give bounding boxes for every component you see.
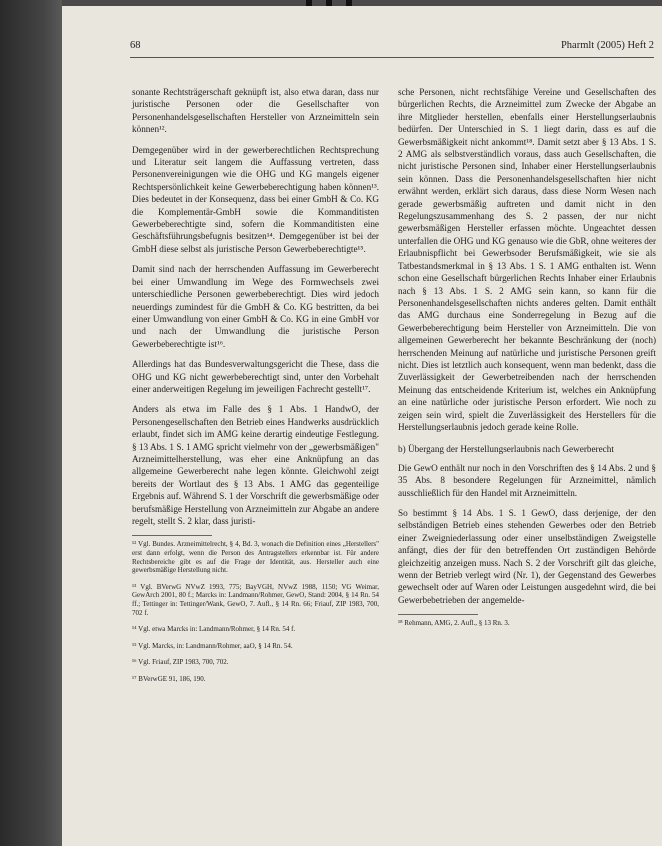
footnote: ¹² Vgl. Bundes. Arzneimittelrecht, § 4, Bd. 3, wonach die Definition eines „Herstellers" erst dann erfolgt, wenn die Person des Antragstellers erkennbar ist. Für andere Rechtsbereiche gibt es auf die Frage der Identität, aus. Hersteller auch eine gewerbsmäßige Herstellung nicht. <box>132 540 379 575</box>
footnote: ¹⁴ Vgl. etwa Marcks in: Landmann/Rohmer, § 14 Rn. 54 f. <box>132 625 296 634</box>
paragraph: Die GewO enthält nur noch in den Vorschriften des § 14 Abs. 2 und § 35 Abs. 8 besondere Regelungen für Arzneimittel, nämlich ausschließlich für den Handel mit Arzneimitteln. <box>398 462 656 498</box>
footnote: ¹⁷ BVerwGE 91, 186, 190. <box>132 674 206 683</box>
footnote: ¹⁶ Vgl. Friauf, ZIP 1983, 700, 702. <box>132 658 229 667</box>
footnote-rule <box>132 535 212 536</box>
paragraph: Allerdings hat das Bundesverwaltungsgericht die These, dass die OHG und KG nicht gewerbeberechtigt sind, unter den Vorbehalt einer anderweitigen Regelung im jeweiligen Fachrecht gestellt¹⁷. <box>132 359 379 394</box>
paragraph: So bestimmt § 14 Abs. 1 S. 1 GewO, dass derjenige, der den selbständigen Betrieb eines stehenden Gewerbes oder den Betrieb einer Zweigniederlassung oder einer unselbständigen Zweigstelle anfängt, dies der für den betreffenden Ort zuständigen Behörde gleichzeitig anzeigen muss. Nach S. 2 der Vorschrift gilt das gleiche, wenn der Betrieb verlegt wird (Nr. 1), der Gegenstand des Gewerbes gewechselt oder auf Waren oder Leistungen ausgedehnt wird, die bei Gewerbebetrieben der angemelde- <box>398 508 656 605</box>
page-number: 68 <box>130 40 141 51</box>
left-column <box>132 86 379 692</box>
right-column <box>398 86 656 636</box>
paragraph: sche Personen, nicht rechtsfähige Vereine und Gesellschaften des bürgerlichen Rechts, die Arzneimittel zum Zwecke der Abgabe an ihre Mitglieder herstellen, ebenfalls einer Herstellungserlaubnis bedürfen. Der Unterschied in S. 1 liegt darin, dass es auf die Gewerbsmäßigkeit nicht ankommt¹⁸. Damit setzt aber § 13 Abs. 1 S. 2 AMG als selbstverständlich voraus, dass auch Gesellschaften, die nicht juristische Personen sind, Inhaber einer Herstellungserlaubnis sein können. Dass die Personenhandelsgesellschaften hier nicht erwähnt werden, erklärt sich daraus, dass diese Norm Wesen nach gerade gewerbsmäßig auftreten und damit nicht in den Regelungszusammenhang des S. 2 passen, der nur nicht gewerbsmäßigen Hersteller erfassen möchte. Ungeachtet dessen unterfallen die OHG und KG genauso wie die GbR, ohne weiteres der Erlaubnispflicht bei Gewerbsoder Berufsmäßigkeit, wie sie als Tatbestandsmerkmal in § 13 Abs. 1 S. 1 AMG enthalten ist. Wenn schon eine Gesellschaft bürgerlichen Rechts Inhaber einer Erlaubnis nach § 13 Abs. 1 S. 2 AMG sein kann, so kann für die Personenhandelsgesellschaften nichts anderes gelten. Damit enthält das AMG durchaus eine Sonderregelung in Bezug auf die Gewerbeberechtigung beim Hersteller von Arzneimitteln. Die von allgemeinen Gewerberecht her bekannte Beschränkung der (noch) herrschenden Meinung auf natürliche und juristische Personen greift nicht. Dies ist letztlich auch konsequent, wenn man bedenkt, dass die Zuverlässigkeit der Gewerbetreibenden nach der herrschenden Meinung das entscheidende Kriterium ist, welches ein Anknüpfung an eine natürliche oder juristische Person erfordert. Wie noch zu zeigen sein wird, spielt die Zuverlässigkeit des Herstellers für die Herstellungserlaubnis jedoch gerade keine Rolle. <box>398 87 656 432</box>
footnote: ¹³ Vgl. BVerwG NVwZ 1993, 775; BayVGH, NVwZ 1988, 1150; VG Weimar, GewArch 2001, 80 f.; Marcks in: Landmann/Rohmer, GewO, Stand: 2004, § 14 Rn. 54 ff.; Tettinger in: Tettinger/Wank, GewO, 7. Aufl., § 14 Rn. 66; Friauf, ZIP 1983, 700, 702 f. <box>132 582 379 617</box>
footnote-rule <box>398 614 478 615</box>
paragraph: Damit sind nach der herrschenden Auffassung im Gewerberecht bei einer Umwandlung im Wege des Formwechsels zwei unterschiedliche Personen gewerbeberechtigt. Dies wird jedoch neuerdings zumindest für die GmbH & Co. KG bestritten, da bei einer Umwandlung von einer GmbH & Co. KG in eine GmbH vor und nach der Umwandlung die juristische Person Gewerbeberechtigte ist¹⁶. <box>132 264 379 349</box>
paragraph: Demgegenüber wird in der gewerberechtlichen Rechtsprechung und Literatur seit langem die Auffassung vertreten, dass Personenvereinigungen wie die OHG und KG mangels eigener Rechtspersönlichkeit keine Gewerbeberechtigung haben können¹³. Dies bedeutet in der Konsequenz, dass bei einer GmbH & Co. KG die Komplementär-GmbH sowie die Kommanditisten Gewerbeberechtigte sind, sofern die Kommanditisten eine Geschäftsführungsbefugnis besitzen¹⁴. Demgegenüber ist bei der GmbH diese selbst als juristische Person Gewerbeberechtigte¹⁵. <box>132 144 379 254</box>
paragraph: sonante Rechtsträgerschaft geknüpft ist, also etwa daran, dass nur juristische Personen oder die Gesellschafter von Personenhandelsgesellschaften Hersteller von Arzneimitteln sein können¹². <box>132 87 379 135</box>
paragraph: Anders als etwa im Falle des § 1 Abs. 1 HandwO, der Personengesellschaften den Betrieb eines Handwerks ausdrücklich erlaubt, findet sich im AMG keine derartig eindeutige Festlegung. § 13 Abs. 1 S. 1 AMG spricht vielmehr von der „gewerbsmäßigen" Arzneimittelherstellung, was eher eine Anknüpfung an das allgemeine Gewerberecht nahe legen könnte. Gleichwohl zeigt bereits der Wortlaut des § 13 Abs. 1 AMG das gegenteilige Ergebnis auf. Während S. 1 der Vorschrift die gewerbsmäßige oder berufsmäßige Herstellung von Arzneimitteln zur Abgabe an andere regelt, stellt S. 2 klar, dass juristi- <box>132 404 379 526</box>
journal-citation: Pharmlt (2005) Heft 2 <box>560 40 654 51</box>
section-heading: b) Übergang der Herstellungserlaubnis nach Gewerberecht <box>398 444 614 455</box>
footnote: ¹⁵ Vgl. Marcks, in: Landmann/Rohmer, aaO, § 14 Rn. 54. <box>132 641 293 650</box>
page-header <box>130 40 654 56</box>
scan-binding-shadow <box>0 0 62 846</box>
header-rule <box>130 57 654 58</box>
footnote: ¹⁸ Rehmann, AMG, 2. Aufl., § 13 Rn. 3. <box>398 619 510 628</box>
